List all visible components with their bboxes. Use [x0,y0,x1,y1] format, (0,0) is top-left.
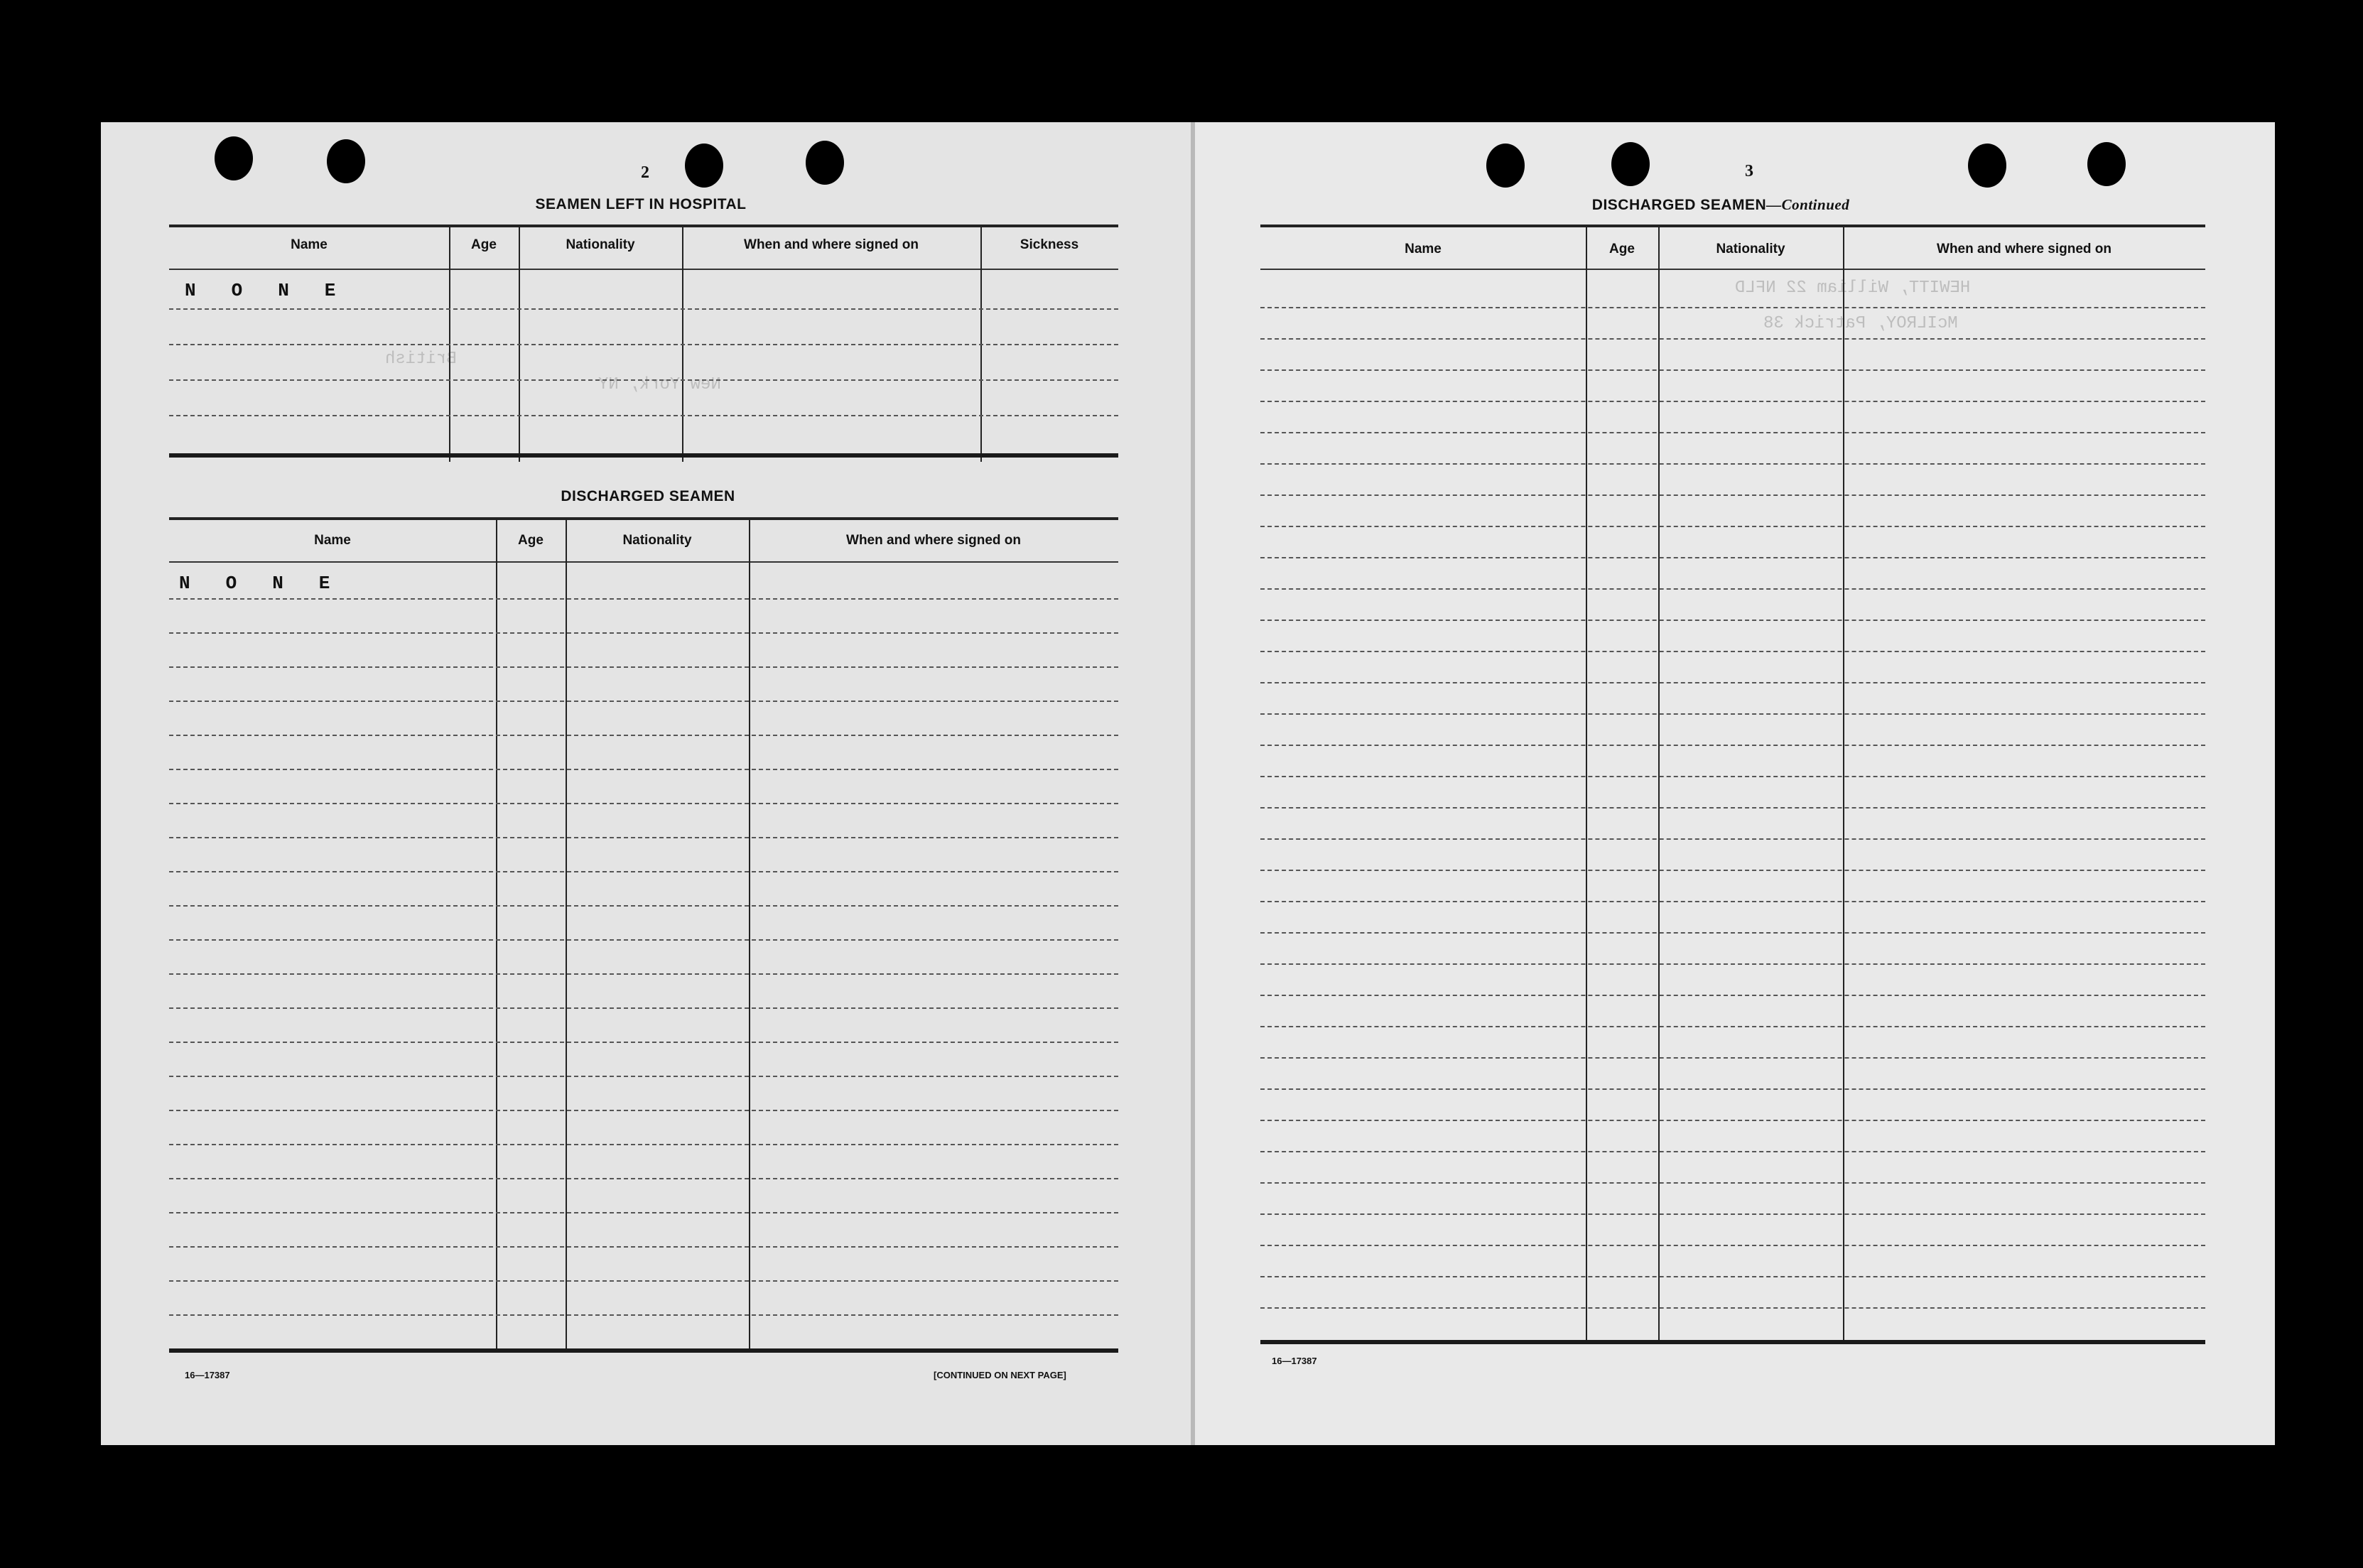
right-page [1195,122,2275,1445]
table-row [1260,307,2205,308]
column-header-name: Name [1405,242,1442,256]
column-header-name: Name [291,237,328,252]
table-row [1260,932,2205,934]
table-row [1260,995,2205,996]
table-row [1260,1057,2205,1059]
continued-note: [CONTINUED ON NEXT PAGE] [934,1370,1066,1380]
table-row [169,1212,1118,1213]
table-row [1260,870,2205,871]
page-number: 3 [1745,162,1753,180]
column-header-signed-on: When and where signed on [744,237,919,252]
table-row [1260,1088,2205,1090]
table-row [1260,432,2205,433]
table-row [1260,1151,2205,1152]
page-number: 2 [641,163,649,182]
table-row [1260,1120,2205,1121]
table-row [1260,557,2205,558]
discharged-entry-none: NONE [179,573,366,594]
table-row [169,415,1118,416]
table-row [169,1246,1118,1248]
table-row [169,905,1118,907]
table-top-rule [169,225,1118,227]
table-row [1260,838,2205,840]
punch-hole [806,141,844,185]
table-row [1260,901,2205,902]
hospital-section-title: SEAMEN LEFT IN HOSPITAL [535,196,747,212]
hospital-table [169,225,1118,466]
discharged-table-left [169,517,1118,1356]
table-row [169,1007,1118,1009]
table-row [169,1042,1118,1043]
table-row [169,837,1118,838]
column-header-age: Age [1609,242,1635,256]
punch-hole [1486,144,1525,188]
table-row [169,939,1118,941]
table-row [1260,1307,2205,1309]
column-header-nationality: Nationality [622,533,692,548]
punch-hole [1611,142,1650,186]
column-header-age: Age [471,237,497,252]
table-row [169,1110,1118,1111]
table-row [1260,651,2205,652]
table-row [169,379,1118,381]
table-row [1260,1245,2205,1246]
table-bottom-rule [169,1348,1118,1353]
column-header-nationality: Nationality [566,237,635,252]
table-row [169,308,1118,310]
form-number: 16—17387 [1272,1356,1317,1366]
table-row [1260,807,2205,809]
table-row [1260,463,2205,465]
table-row [169,598,1118,600]
table-row [1260,713,2205,715]
left-page [101,122,1195,1445]
header-rule [169,561,1118,563]
table-row [1260,526,2205,527]
table-row [169,701,1118,702]
table-row [1260,682,2205,683]
punch-hole [215,136,253,180]
table-bottom-rule [169,453,1118,458]
discharged-continued-title-text: DISCHARGED SEAMEN [1591,197,1767,213]
table-row [169,1314,1118,1316]
table-row [1260,494,2205,496]
table-top-rule [1260,225,2205,227]
table-row [1260,338,2205,340]
table-row [1260,1276,2205,1277]
bleed-through-text: British [385,350,457,369]
table-row [169,1144,1118,1145]
table-row [1260,1213,2205,1215]
discharged-table-right [1260,225,2205,1347]
table-row [1260,776,2205,777]
column-header-sickness: Sickness [1020,237,1079,252]
column-header-signed-on: When and where signed on [1937,242,2111,256]
discharged-section-title: DISCHARGED SEAMEN [561,488,735,504]
table-row [169,666,1118,668]
table-row [1260,1026,2205,1027]
table-row [169,769,1118,770]
table-row [169,1280,1118,1282]
table-row [169,735,1118,736]
table-row [169,973,1118,975]
header-rule [169,269,1118,270]
punch-hole [327,139,365,183]
table-row [1260,401,2205,402]
table-row [1260,369,2205,371]
hospital-entry-none: NONE [185,280,372,301]
table-row [169,344,1118,345]
punch-hole [685,144,723,188]
table-row [169,803,1118,804]
table-row [1260,963,2205,965]
table-row [169,1178,1118,1179]
table-row [1260,1182,2205,1184]
column-header-name: Name [314,533,351,548]
table-row [169,632,1118,634]
table-row [169,871,1118,872]
form-number: 16—17387 [185,1370,230,1380]
bleed-through-text: McILROY, Patrick 38 [1763,314,1958,333]
bleed-through-text: New York, NY [598,375,721,394]
table-row [1260,620,2205,621]
table-bottom-rule [1260,1340,2205,1344]
table-row [169,1076,1118,1077]
table-top-rule [169,517,1118,520]
column-header-nationality: Nationality [1716,242,1785,256]
table-row [1260,745,2205,746]
table-row [1260,588,2205,590]
header-rule [1260,269,2205,270]
continued-suffix: —Continued [1766,196,1850,213]
punch-hole [2087,142,2126,186]
punch-hole [1968,144,2006,188]
bleed-through-text: HEWITT, William 22 NFLD [1735,279,1971,298]
column-header-signed-on: When and where signed on [846,533,1021,548]
discharged-continued-title [1508,196,1934,214]
column-header-age: Age [518,533,544,548]
